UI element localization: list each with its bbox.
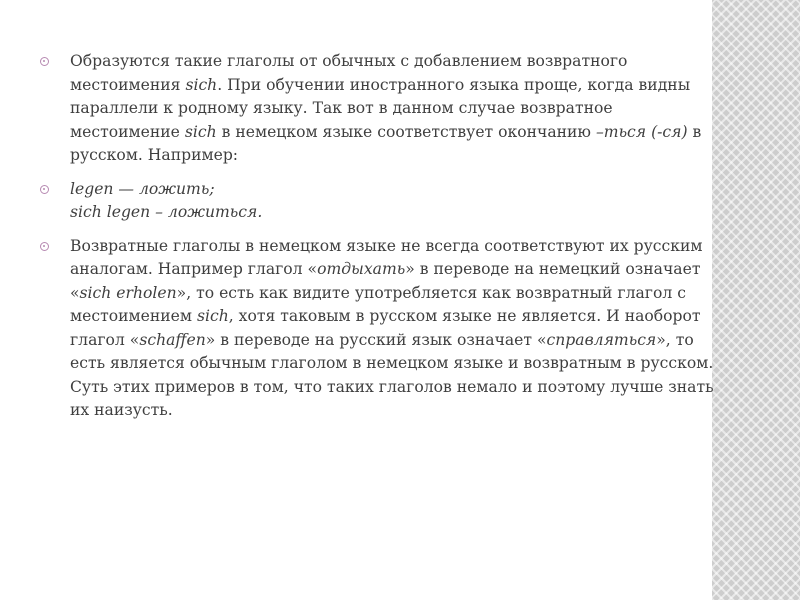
example-line-sich-legen: sich legen – ложиться. bbox=[70, 203, 263, 221]
circle-bullet-icon bbox=[40, 57, 49, 66]
circle-bullet-icon bbox=[40, 185, 49, 194]
text-run: », то есть является обычным глаголом в немецком языке и возвратным в русском. Суть этих примеров в том, что таких глаголов немало и поэтому лучше знать их наизусть. bbox=[70, 330, 714, 419]
text-run: в немецком языке соответствует окончанию bbox=[216, 122, 596, 141]
bullet-text-differences bbox=[70, 237, 714, 420]
bullet-item-formation bbox=[40, 50, 720, 168]
slide-content bbox=[40, 50, 720, 433]
text-run: » в переводе на немецкий означает « bbox=[70, 260, 701, 302]
text-run: в русском. Например: bbox=[70, 122, 702, 164]
italic-term-sich: sich bbox=[185, 75, 218, 94]
italic-term-sich-erholen: sich erholen bbox=[79, 283, 177, 302]
bullet-text-formation bbox=[70, 52, 701, 164]
italic-term-spravlyatsya: справляться bbox=[546, 330, 657, 349]
italic-term-schaffen: schaffen bbox=[139, 330, 206, 349]
italic-term-sich: sich bbox=[184, 122, 217, 141]
text-run: », то есть как видите употребляется как возвратный глагол с местоимением bbox=[70, 283, 686, 325]
text-run: Возвратные глаголы в немецком языке не всегда соответствуют их русским аналогам. Например глагол « bbox=[70, 236, 703, 278]
italic-term-sich: sich bbox=[196, 307, 229, 325]
text-run: . При обучении иностранного языка проще, когда видны параллели к родному языку. Так вот в данном случае возвратное местоимение bbox=[70, 75, 691, 141]
example-line-legen: legen — ложить; bbox=[70, 179, 215, 198]
text-run: , хотя таковым в русском языке не является. И наоборот глагол « bbox=[70, 307, 701, 349]
bullet-item-example bbox=[40, 178, 720, 225]
italic-term-otdykhat: отдыхать bbox=[317, 260, 406, 278]
circle-bullet-icon bbox=[40, 242, 49, 251]
decorative-side-band bbox=[712, 0, 800, 600]
text-run: » в переводе на русский язык означает « bbox=[205, 330, 547, 349]
bullet-item-differences bbox=[40, 235, 720, 423]
italic-term-ending: –ться (-ся) bbox=[595, 122, 688, 141]
text-run: Образуются такие глаголы от обычных с добавлением возвратного местоимения bbox=[70, 52, 628, 94]
